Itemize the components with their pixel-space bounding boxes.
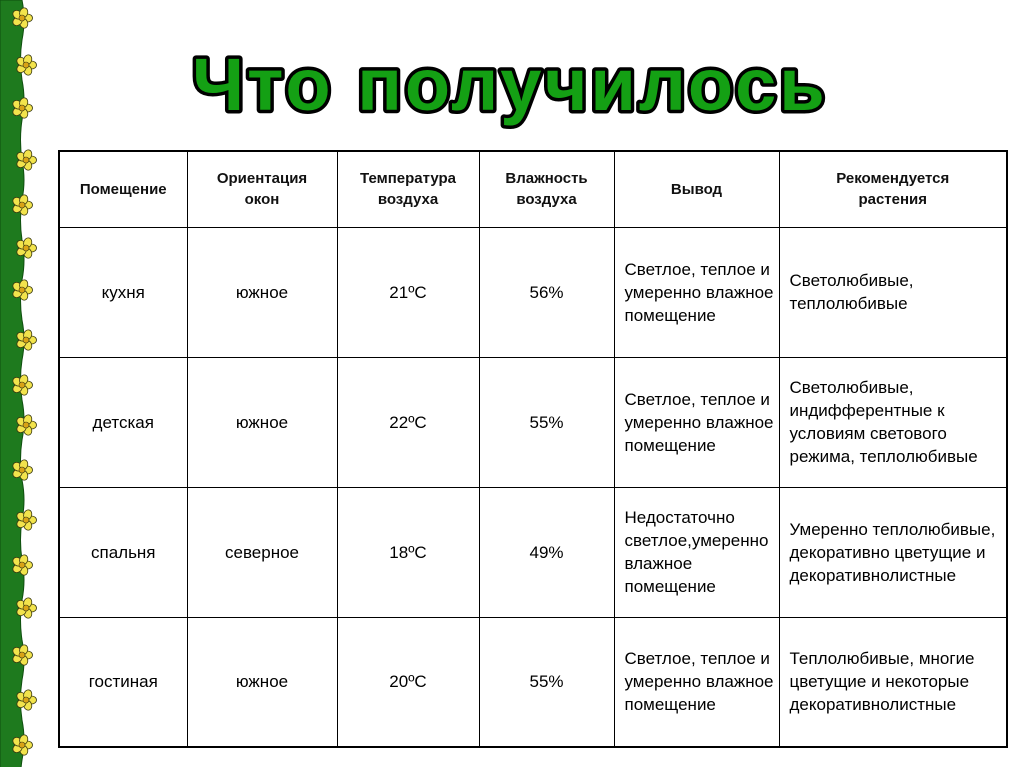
- cell-room: гостиная: [59, 617, 187, 747]
- cell-room: спальня: [59, 487, 187, 617]
- slide-title: [180, 30, 840, 140]
- cell-conclusion: Светлое, теплое и умеренно влажное помещение: [614, 227, 779, 357]
- table-row: [59, 487, 1007, 617]
- header-humidity-text: Влажность воздуха: [505, 170, 588, 209]
- header-plants-text: Рекомендуется растения: [836, 170, 950, 209]
- header-room: Помещение: [59, 151, 187, 227]
- header-plants: [779, 151, 1007, 227]
- cell-temperature: 18ºС: [337, 487, 479, 617]
- header-temperature: [337, 151, 479, 227]
- cell-humidity: 55%: [479, 617, 614, 747]
- cell-humidity: 49%: [479, 487, 614, 617]
- cell-humidity: 55%: [479, 357, 614, 487]
- cell-plants: Умеренно теплолюбивые, декоративно цветущие и декоративнолистные: [779, 487, 1007, 617]
- cell-room: кухня: [59, 227, 187, 357]
- cell-room: детская: [59, 357, 187, 487]
- header-orientation-text: Ориентация окон: [216, 170, 308, 209]
- header-temperature-text: Температура воздуха: [360, 170, 456, 209]
- flower-vine-decoration: [0, 0, 40, 767]
- table-row: [59, 227, 1007, 357]
- flower-border-strip: [0, 0, 40, 767]
- table-row: [59, 357, 1007, 487]
- cell-temperature: 20ºС: [337, 617, 479, 747]
- cell-temperature: 21ºС: [337, 227, 479, 357]
- cell-orientation: южное: [187, 227, 337, 357]
- header-orientation: [187, 151, 337, 227]
- table-header-row: [59, 151, 1007, 227]
- cell-humidity: 56%: [479, 227, 614, 357]
- cell-orientation: южное: [187, 357, 337, 487]
- slide-title-text: Что получилось: [192, 43, 828, 126]
- table-row: [59, 617, 1007, 747]
- cell-orientation: южное: [187, 617, 337, 747]
- results-table: [58, 150, 1008, 748]
- cell-plants: Светолюбивые, индифферентные к условиям светового режима, теплолюбивые: [779, 357, 1007, 487]
- cell-conclusion: Светлое, теплое и умеренно влажное помещение: [614, 617, 779, 747]
- cell-plants: Светолюбивые, теплолюбивые: [779, 227, 1007, 357]
- cell-conclusion: Светлое, теплое и умеренно влажное помещение: [614, 357, 779, 487]
- cell-conclusion: Недостаточно светлое,умеренно влажное помещение: [614, 487, 779, 617]
- cell-orientation: северное: [187, 487, 337, 617]
- header-conclusion: Вывод: [614, 151, 779, 227]
- header-humidity: [479, 151, 614, 227]
- cell-plants: Теплолюбивые, многие цветущие и некоторые декоративнолистные: [779, 617, 1007, 747]
- cell-temperature: 22ºС: [337, 357, 479, 487]
